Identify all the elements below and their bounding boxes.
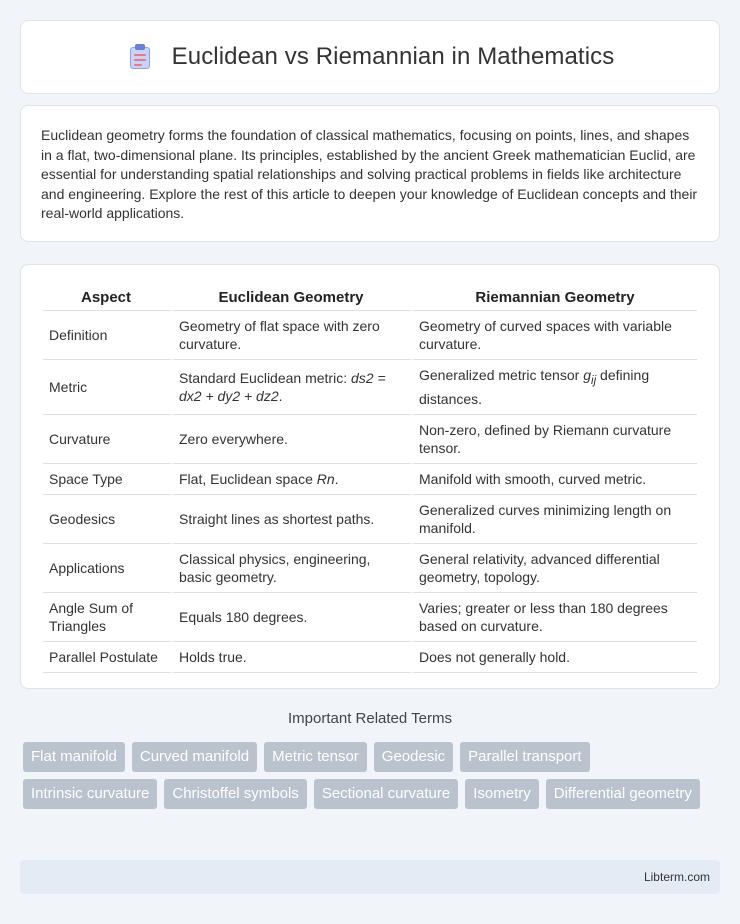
header-riemannian: Riemannian Geometry <box>413 285 697 311</box>
cell-riemannian: Non-zero, defined by Riemann curvature tensor. <box>413 415 697 464</box>
cell-euclidean: Holds true. <box>173 642 413 673</box>
tag-metric-tensor[interactable]: Metric tensor <box>264 742 367 772</box>
header-aspect: Aspect <box>43 285 173 311</box>
intro-card <box>20 105 720 242</box>
metric-formula: ds2 = dx2 + dy2 + dz2 <box>179 369 386 404</box>
table-row <box>43 642 697 673</box>
cell-euclidean: Standard Euclidean metric: ds2 = dx2 + dy2 + dz2. <box>173 360 413 415</box>
tag-parallel-transport[interactable]: Parallel transport <box>460 742 589 772</box>
tag-flat-manifold[interactable]: Flat manifold <box>23 742 125 772</box>
related-terms-list <box>23 742 723 816</box>
table-header-row <box>43 285 697 311</box>
page-title: Euclidean vs Riemannian in Mathematics <box>171 43 615 70</box>
cell-aspect: Parallel Postulate <box>43 642 173 673</box>
comparison-table-card <box>20 264 720 689</box>
cell-euclidean: Geometry of flat space with zero curvature. <box>173 311 413 360</box>
footer <box>20 860 720 894</box>
tag-sectional-curvature[interactable]: Sectional curvature <box>314 779 458 809</box>
tag-christoffel-symbols[interactable]: Christoffel symbols <box>164 779 306 809</box>
cell-euclidean: Classical physics, engineering, basic geometry. <box>173 544 413 593</box>
cell-aspect: Applications <box>43 544 173 593</box>
cell-riemannian: General relativity, advanced differential geometry, topology. <box>413 544 697 593</box>
table-row <box>43 495 697 544</box>
cell-riemannian: Manifold with smooth, curved metric. <box>413 464 697 495</box>
cell-aspect: Geodesics <box>43 495 173 544</box>
cell-euclidean: Flat, Euclidean space Rn. <box>173 464 413 495</box>
related-terms-title: Important Related Terms <box>288 710 452 727</box>
table-row <box>43 360 697 415</box>
cell-euclidean: Equals 180 degrees. <box>173 593 413 642</box>
cell-aspect: Curvature <box>43 415 173 464</box>
cell-aspect: Angle Sum of Triangles <box>43 593 173 642</box>
cell-aspect: Metric <box>43 360 173 415</box>
table-row <box>43 593 697 642</box>
table-row <box>43 464 697 495</box>
tag-isometry[interactable]: Isometry <box>465 779 539 809</box>
space-symbol: Rn <box>316 470 335 487</box>
tag-differential-geometry[interactable]: Differential geometry <box>546 779 700 809</box>
cell-aspect: Space Type <box>43 464 173 495</box>
metric-tensor-symbol: g <box>583 367 591 383</box>
clipboard-list-icon <box>126 43 154 71</box>
cell-riemannian: Generalized curves minimizing length on manifold. <box>413 495 697 544</box>
cell-euclidean: Straight lines as shortest paths. <box>173 495 413 544</box>
cell-riemannian: Generalized metric tensor $g_{ij}$ defining distances. <box>413 360 697 415</box>
footer-site-link[interactable]: Libterm.com <box>643 870 710 884</box>
comparison-table <box>43 285 697 673</box>
tag-intrinsic-curvature[interactable]: Intrinsic curvature <box>23 779 157 809</box>
cell-riemannian: Varies; greater or less than 180 degrees based on curvature. <box>413 593 697 642</box>
header-card <box>20 20 720 94</box>
cell-riemannian: Geometry of curved spaces with variable curvature. <box>413 311 697 360</box>
table-row <box>43 415 697 464</box>
cell-euclidean: Zero everywhere. <box>173 415 413 464</box>
cell-riemannian: Does not generally hold. <box>413 642 697 673</box>
tag-geodesic[interactable]: Geodesic <box>374 742 453 772</box>
tag-curved-manifold[interactable]: Curved manifold <box>132 742 257 772</box>
cell-aspect: Definition <box>43 311 173 360</box>
table-row <box>43 311 697 360</box>
intro-paragraph: Euclidean geometry forms the foundation of classical mathematics, focusing on points, lines, and shapes in a flat, two-dimensional plane. Its principles, established by the ancient Greek mathematician Euclid, are essential for understanding spatial relationships and solving practical problems in fields like architecture and engineering. Explore the rest of this article to deepen your knowledge of Euclidean concepts and their real-world applications. <box>41 127 698 222</box>
table-row <box>43 544 697 593</box>
header-euclidean: Euclidean Geometry <box>173 285 413 311</box>
